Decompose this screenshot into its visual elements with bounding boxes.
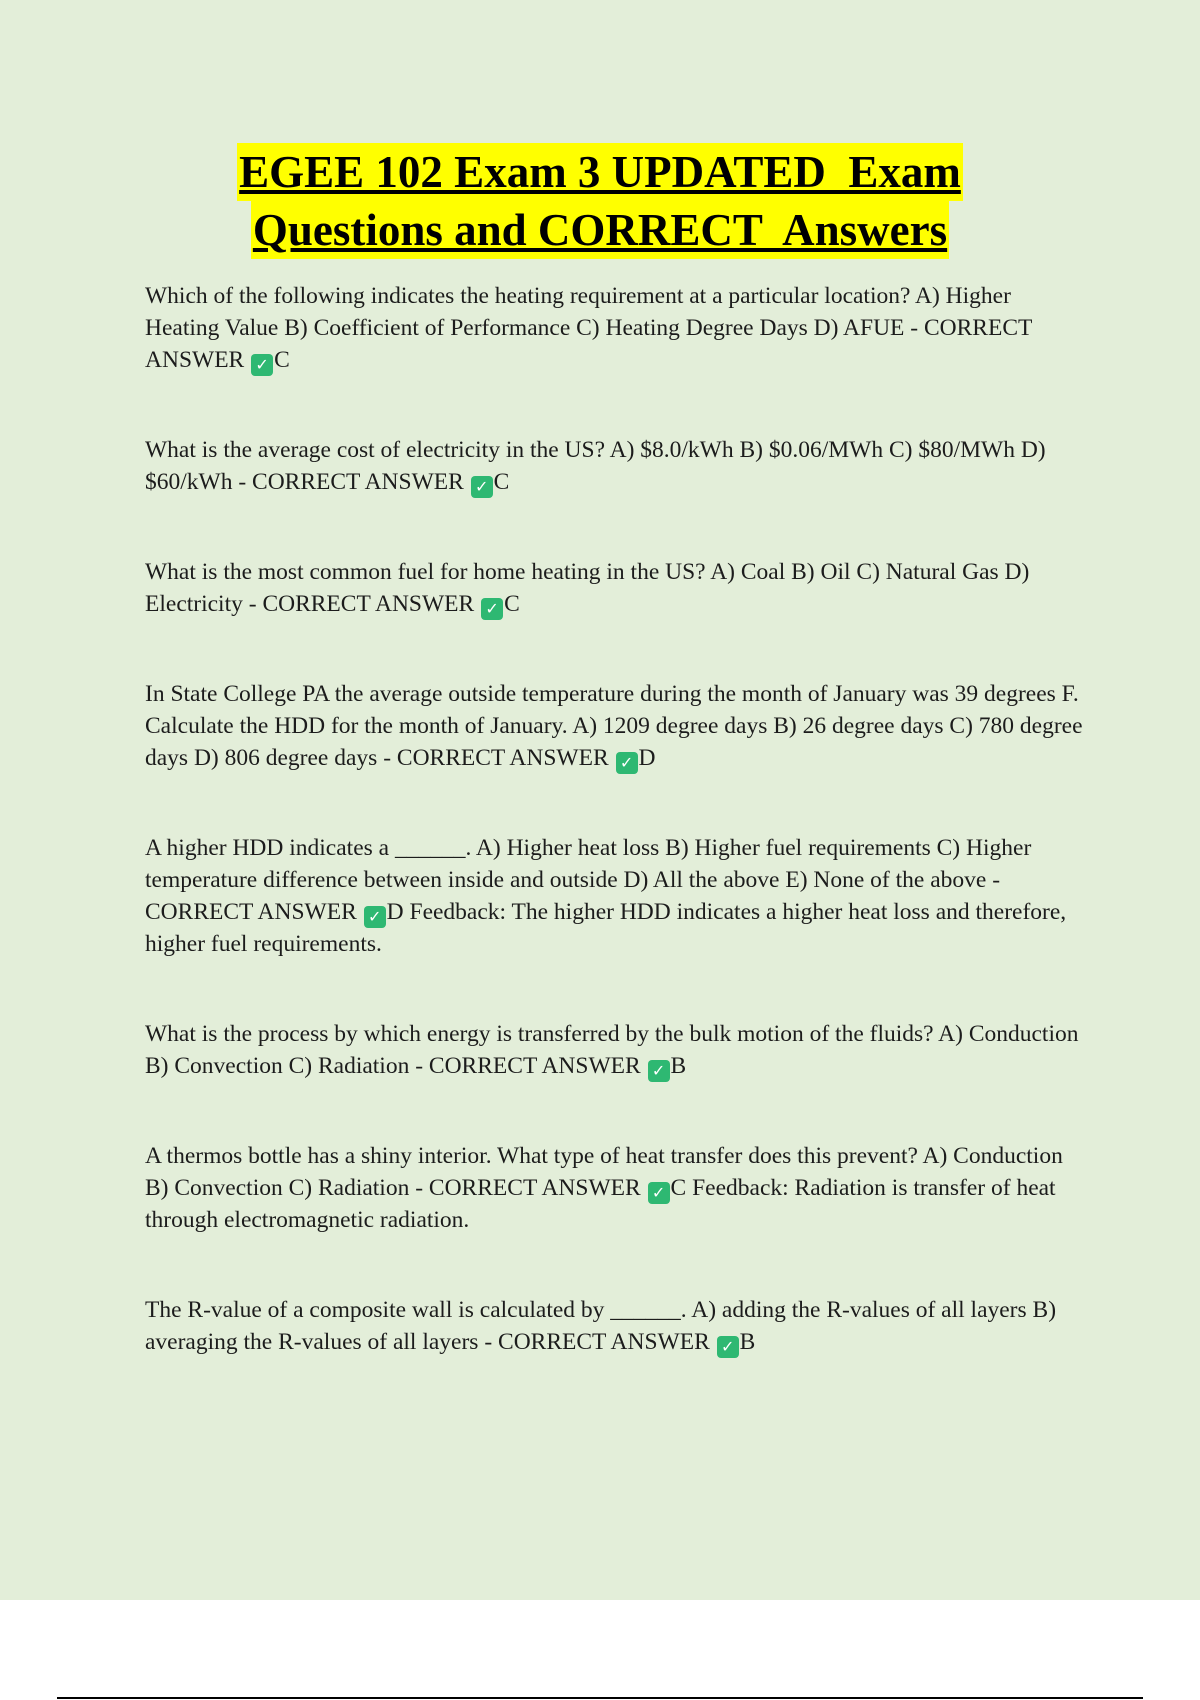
checkmark-icon: ✓ [364, 906, 386, 928]
question-item [145, 1140, 1090, 1236]
checkmark-icon: ✓ [717, 1336, 739, 1358]
document-title [0, 143, 1200, 259]
question-text: What is the most common fuel for home heating in the US? A) Coal B) Oil C) Natural Gas D) Electricity - CORRECT ANSWER [145, 559, 1030, 617]
question-text: Which of the following indicates the heating requirement at a particular location? A) Higher Heating Value B) Coefficient of Performance C) Heating Degree Days D) AFUE - CORRECT ANSWER [145, 283, 1032, 373]
checkmark-icon: ✓ [616, 752, 638, 774]
correct-answer: C [493, 469, 510, 495]
question-list [145, 280, 1090, 1416]
checkmark-icon: ✓ [251, 354, 273, 376]
correct-answer: C [504, 591, 520, 617]
correct-answer: D [386, 899, 404, 925]
question-item [145, 1294, 1090, 1358]
title-line-1: EGEE 102 Exam 3 UPDATED Exam [237, 143, 963, 201]
question-text: The R-value of a composite wall is calculated by ______. A) adding the R-values of all layers B) averaging the R-values of all layers - CORRECT ANSWER [145, 1297, 1057, 1355]
question-text: In State College PA the average outside temperature during the month of January was 39 degrees F. Calculate the HDD for the month of January. A) 1209 degree days B) 26 degree days C) 780 degree days D) 806 degree days - CORRECT ANSWER [145, 681, 1083, 771]
correct-answer: B [739, 1329, 756, 1355]
checkmark-icon: ✓ [648, 1060, 670, 1082]
answer-feedback: Feedback: The higher HDD indicates a higher heat loss and therefore, higher fuel requirements. [145, 899, 1067, 957]
question-item [145, 434, 1090, 498]
correct-answer: B [670, 1053, 687, 1079]
title-line-2: Questions and CORRECT Answers [251, 201, 949, 259]
question-item [145, 280, 1090, 376]
page-bottom-rule [57, 1697, 1143, 1699]
correct-answer: C [670, 1175, 687, 1201]
checkmark-icon: ✓ [471, 476, 493, 498]
question-text: What is the average cost of electricity in the US? A) $8.0/kWh B) $0.06/MWh C) $80/MWh D) $60/kWh - CORRECT ANSWER [145, 437, 1046, 495]
question-text: A higher HDD indicates a ______. A) Higher heat loss B) Higher fuel requirements C) Higher temperature difference between inside and outside D) All the above E) None of the above - CORRECT ANSWER [145, 835, 1032, 925]
question-text: What is the process by which energy is transferred by the bulk motion of the fluids? A) Conduction B) Convection C) Radiation - CORRECT ANSWER [145, 1021, 1079, 1079]
question-item [145, 832, 1090, 960]
question-item [145, 678, 1090, 774]
correct-answer: C [274, 347, 290, 373]
correct-answer: D [638, 745, 656, 771]
checkmark-icon: ✓ [648, 1182, 670, 1204]
checkmark-icon: ✓ [481, 598, 503, 620]
question-item [145, 1018, 1090, 1082]
question-item [145, 556, 1090, 620]
question-text: A thermos bottle has a shiny interior. What type of heat transfer does this prevent? A) Conduction B) Convection C) Radiation - CORRECT ANSWER [145, 1143, 1063, 1201]
answer-feedback: Feedback: Radiation is transfer of heat through electromagnetic radiation. [145, 1175, 1056, 1233]
